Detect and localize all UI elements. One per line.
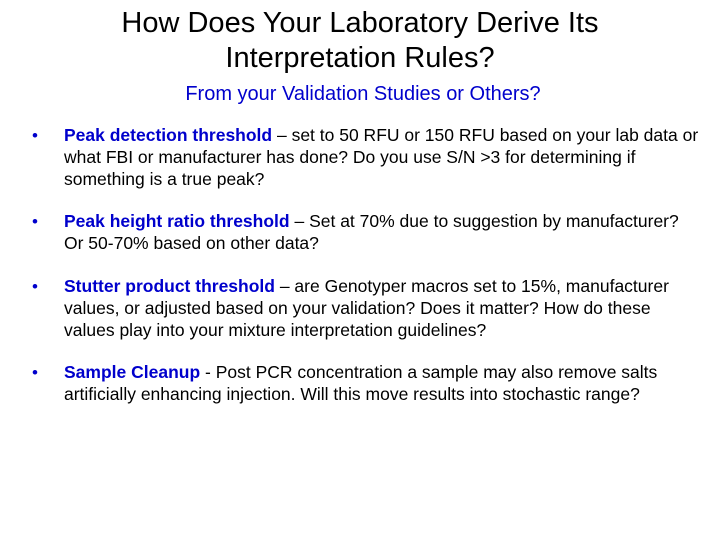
slide-title [0, 6, 720, 76]
bullet-icon: • [32, 276, 38, 296]
bullet-icon: • [32, 126, 38, 145]
bullet-item-peak-detection [32, 125, 702, 190]
bullet-text: – are Genotyper macros set to 15%, manufacturer values, or adjusted based on your validation? Does it matter? How do these values play into your mixture interpretation guidelines? [64, 275, 669, 340]
bullet-item-stutter-product [32, 276, 702, 341]
bullet-heading: Peak detection threshold [64, 125, 273, 145]
bullet-heading: Peak height ratio threshold [64, 211, 290, 232]
bullet-heading: Sample Cleanup [64, 362, 201, 383]
title-line-2: Interpretation Rules? [225, 42, 495, 74]
bullet-text: – Set at 70% due to suggestion by manufacturer? Or 50-70% based on other data? [64, 211, 679, 254]
bullet-list [32, 125, 702, 427]
title-line-1: How Does Your Laboratory Derive Its [121, 7, 599, 39]
bullet-item-peak-height-ratio [32, 211, 702, 255]
bullet-text: – set to 50 RFU or 150 RFU based on your lab data or what FBI or manufacturer has done? Do you use S/N >3 for determining if something is a true peak? [64, 125, 699, 189]
bullet-icon: • [32, 363, 38, 383]
bullet-icon: • [32, 212, 38, 232]
bullet-item-sample-cleanup [32, 362, 702, 406]
slide-subtitle: From your Validation Studies or Others? [185, 83, 541, 105]
bullet-heading: Stutter product threshold [64, 275, 275, 296]
bullet-text: - Post PCR concentration a sample may also remove salts artificially enhancing injection. Will this move results into stochastic range? [64, 362, 658, 405]
